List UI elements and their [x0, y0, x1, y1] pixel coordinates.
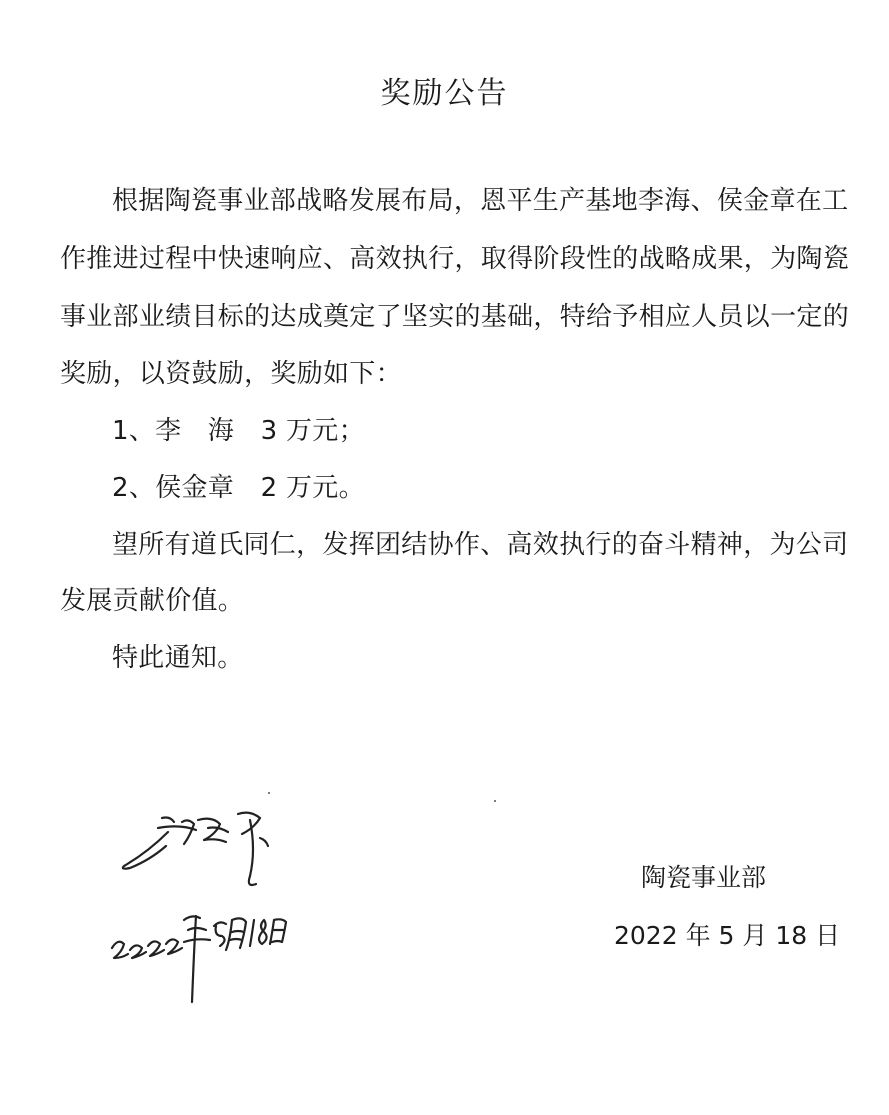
award-amount: 3 万元；	[260, 416, 365, 446]
award-item-1	[112, 414, 365, 448]
scan-speck	[268, 792, 270, 794]
award-name: 1、李 海	[112, 416, 235, 446]
body-line-3: 事业部业绩目标的达成奠定了坚实的基础，特给予相应人员以一定的	[60, 302, 850, 332]
award-item-2	[112, 471, 365, 505]
handwritten-signature	[100, 780, 300, 1020]
award-amount: 2 万元。	[260, 473, 365, 503]
body-line-4: 奖励，以资鼓励，奖励如下：	[60, 359, 402, 389]
body-line-1: 根据陶瓷事业部战略发展布局，恩平生产基地李海、侯金章在工	[112, 186, 849, 216]
final-line: 特此通知。	[112, 643, 244, 673]
notice-title: 奖励公告	[380, 76, 509, 111]
award-name: 2、侯金章	[112, 473, 235, 503]
scan-speck	[494, 800, 496, 802]
issuer: 陶瓷事业部	[641, 863, 767, 892]
date: 2022 年 5 月 18 日	[614, 921, 841, 950]
body-line-2: 作推进过程中快速响应、高效执行，取得阶段性的战略成果，为陶瓷	[60, 244, 850, 274]
closing-line-1: 望所有道氏同仁，发挥团结协作、高效执行的奋斗精神，为公司	[112, 530, 849, 560]
closing-line-2: 发展贡献价值。	[60, 586, 245, 616]
